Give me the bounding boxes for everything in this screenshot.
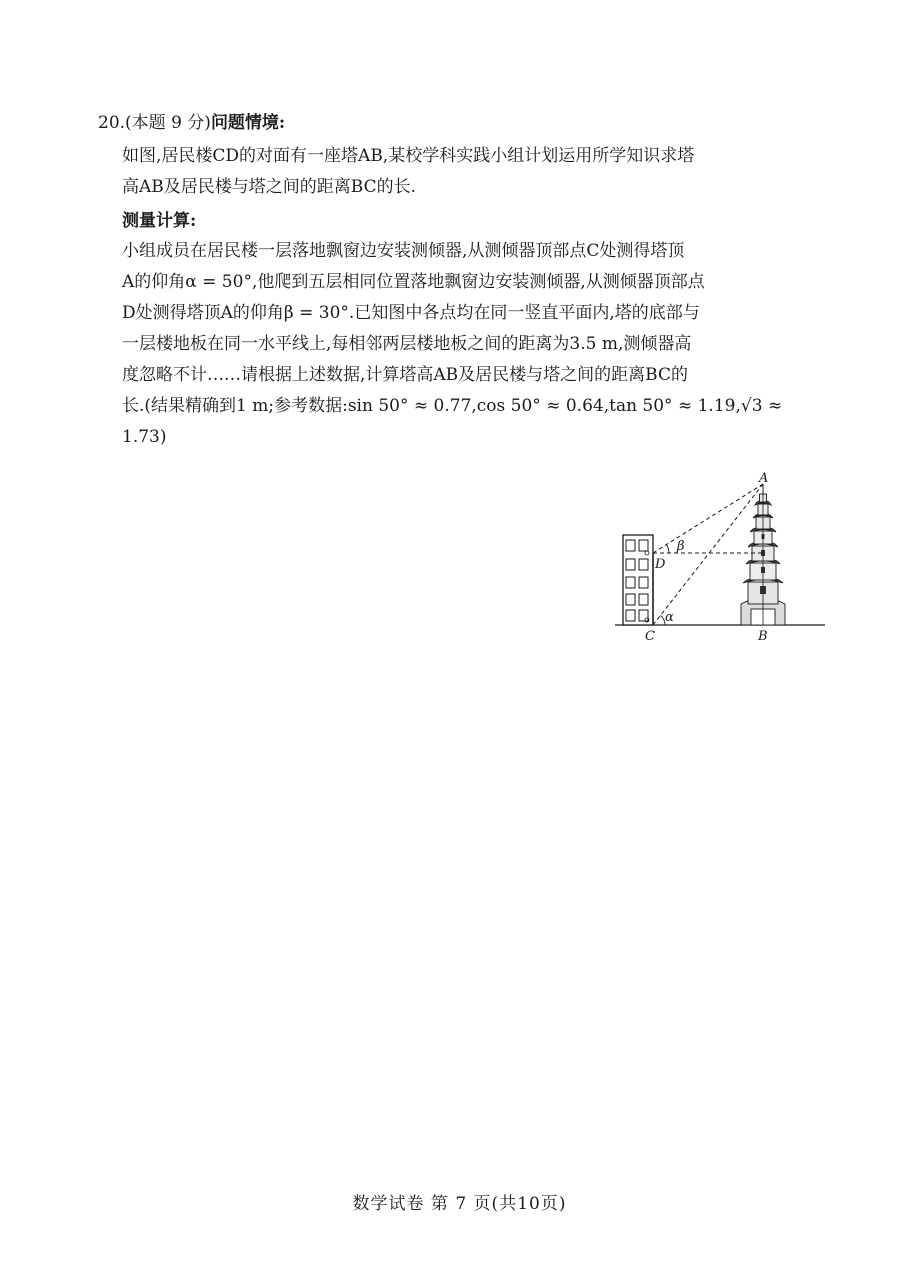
calc-line: D处测得塔顶A的仰角β = 30°.已知图中各点均在同一竖直平面内,塔的底部与: [122, 303, 700, 323]
context-line: 高AB及居民楼与塔之间的距离BC的长.: [122, 177, 416, 197]
question-header: [98, 110, 285, 136]
label-b: B: [758, 629, 768, 644]
question-number: 20.: [98, 113, 126, 133]
label-a: A: [759, 471, 769, 486]
tower-diagram: [615, 470, 830, 650]
context-title: 问题情境:: [210, 113, 286, 133]
context-paragraph: [122, 141, 822, 203]
context-line: 如图,居民楼CD的对面有一座塔AB,某校学科实践小组计划运用所学知识求塔: [122, 146, 695, 166]
calc-line: A的仰角α = 50°,他爬到五层相同位置落地飘窗边安装测倾器,从测倾器顶部点: [122, 272, 705, 292]
angle-beta-arc: [667, 545, 670, 554]
label-alpha: α: [665, 610, 674, 625]
calc-paragraph: [122, 236, 822, 453]
label-c: C: [645, 629, 655, 644]
calc-line: 小组成员在居民楼一层落地飘窗边安装测倾器,从测倾器顶部点C处测得塔顶: [122, 241, 685, 261]
tower-diagram-svg: [615, 470, 830, 650]
calc-line: 度忽略不计……请根据上述数据,计算塔高AB及居民楼与塔之间的距离BC的: [122, 365, 688, 385]
calc-title: 测量计算:: [122, 211, 197, 231]
page-footer: 数学试卷 第 7 页(共10页): [352, 1194, 567, 1214]
question-score: (本题 9 分): [125, 113, 211, 133]
calc-line: 1.73): [122, 427, 167, 447]
label-beta: β: [677, 539, 685, 554]
label-d: D: [655, 557, 666, 572]
sight-line-da: [653, 484, 763, 553]
calc-line: 长.(结果精确到1 m;参考数据:sin 50° ≈ 0.77,cos 50° ≈ 0.64,tan 50° ≈ 1.19,√3 ≈: [122, 396, 783, 416]
calc-line: 一层楼地板在同一水平线上,每相邻两层楼地板之间的距离为3.5 m,测倾器高: [122, 334, 692, 354]
residential-building: [623, 535, 653, 625]
